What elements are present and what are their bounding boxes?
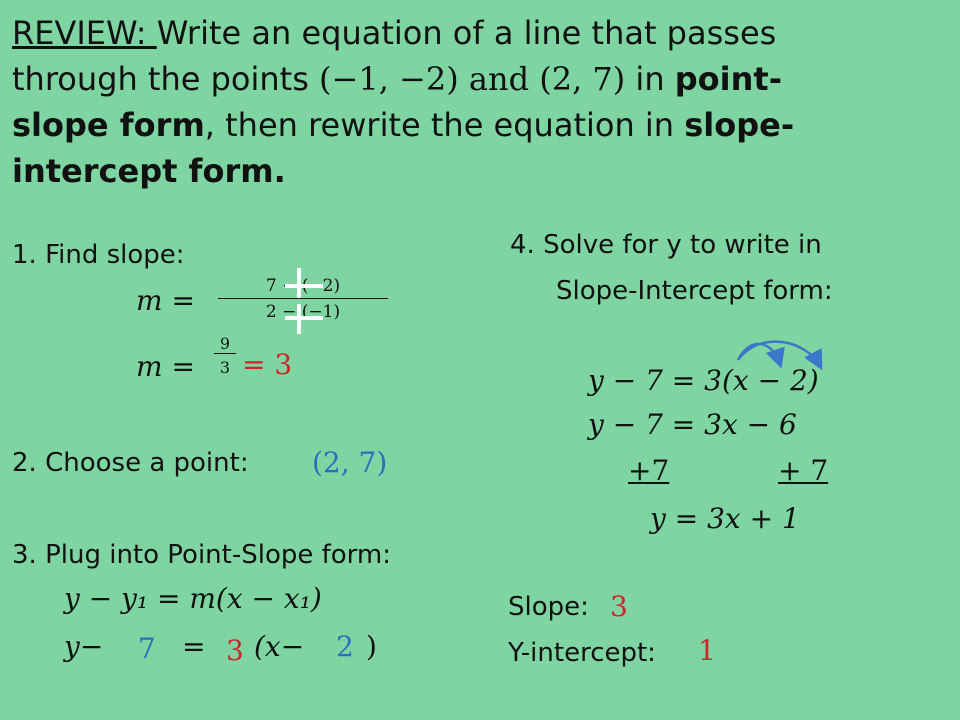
slope-numerator-2: 9 [214, 334, 236, 354]
solve-eq-2: y − 7 = 3x − 6 [588, 408, 797, 441]
slope-numerator: 7 − (−2) [218, 276, 388, 299]
slope-value: 3 [610, 590, 628, 623]
slope-denominator-2: 3 [219, 358, 231, 377]
add-seven-left: +7 [628, 454, 670, 487]
sub-m-value: 3 [226, 634, 244, 667]
title-bold-slope-form: slope form [12, 106, 205, 144]
review-title [12, 10, 952, 194]
sub-x-value: 2 [336, 630, 354, 663]
step4-label-line2: Slope-Intercept form: [556, 276, 833, 306]
title-line-2 [12, 56, 952, 102]
cancel-marks [275, 268, 335, 336]
sub-equals: = [182, 630, 206, 663]
title-text-2: through the points [12, 60, 320, 98]
y-intercept-value: 1 [698, 634, 716, 667]
add-seven-right: + 7 [778, 454, 829, 487]
slope-m-eq: m = [136, 284, 195, 317]
step3-label: 3. Plug into Point-Slope form: [12, 540, 392, 570]
title-bold-point: point- [674, 60, 782, 98]
slope-result: = 3 [242, 348, 293, 381]
title-text-1: Write an equation of a line that passes [156, 14, 777, 52]
title-line-4 [12, 148, 952, 194]
title-points: (−1, −2) and (2, 7) [319, 60, 626, 98]
title-bold-slope: slope- [684, 106, 795, 144]
slope-m-eq-2: m = [136, 350, 195, 383]
slope-denominator: 2 − (−1) [265, 302, 341, 322]
title-line-3 [12, 102, 952, 148]
review-label: REVIEW: [12, 14, 157, 52]
chosen-point: (2, 7) [312, 446, 388, 479]
sub-x: (x− [254, 630, 305, 663]
step2-label: 2. Choose a point: [12, 448, 249, 478]
point-slope-formula: y − y₁ = m(x − x₁) [64, 582, 322, 615]
title-in: in [625, 60, 675, 98]
solve-eq-final: y = 3x + 1 [650, 502, 800, 535]
step4-label-line1: 4. Solve for y to write in [510, 230, 822, 260]
y-intercept-label: Y-intercept: [508, 638, 656, 668]
sub-y-value: 7 [138, 632, 156, 665]
title-line-1 [12, 10, 952, 56]
sub-y: y− [64, 630, 104, 663]
sub-close: ) [366, 630, 377, 663]
slope-label: Slope: [508, 592, 589, 622]
solve-eq-1: y − 7 = 3(x − 2) [588, 364, 819, 397]
step1-label: 1. Find slope: [12, 240, 185, 270]
slope-fraction-2 [214, 334, 236, 377]
title-text-3: , then rewrite the equation in [204, 106, 685, 144]
title-bold-intercept: intercept form. [12, 152, 286, 190]
